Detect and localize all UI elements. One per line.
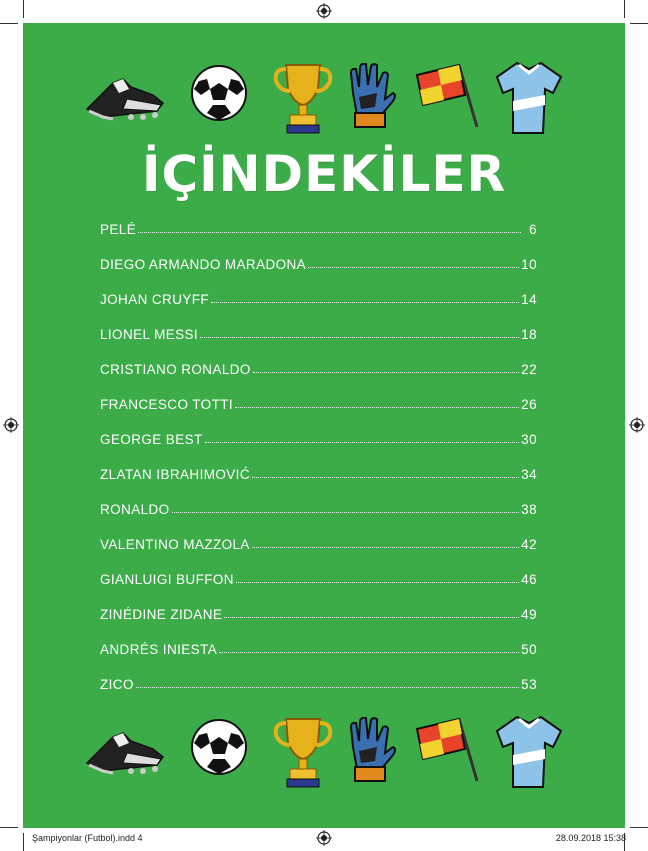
dot-leader	[172, 503, 520, 513]
toc-entry	[100, 642, 537, 677]
toc-entry	[100, 327, 537, 362]
football-boots-icon	[83, 719, 171, 781]
toc-entry-page: 49	[521, 607, 537, 622]
page-title: İÇİNDEKİLER	[141, 145, 507, 203]
dot-leader	[236, 573, 519, 583]
goalkeeper-glove-icon	[343, 717, 399, 783]
dot-leader	[211, 293, 519, 303]
toc-entry-page: 6	[529, 222, 537, 237]
toc-entry-name: DIEGO ARMANDO MARADONA	[100, 257, 307, 272]
toc-entry-name: GIANLUIGI BUFFON	[100, 572, 234, 587]
toc-entry	[100, 502, 537, 537]
toc-entry-name: GEORGE BEST	[100, 432, 203, 447]
footer-file-name: Şampiyonlar (Futbol).indd 4	[32, 833, 143, 843]
toc-entry-name: VALENTINO MAZZOLA	[100, 537, 250, 552]
toc-entry	[100, 222, 537, 257]
icon-row-bottom	[23, 713, 625, 791]
toc-entry-page: 14	[521, 292, 537, 307]
registration-mark-icon	[316, 830, 332, 846]
toc-entry-page: 53	[521, 677, 537, 692]
toc-entry-name: PELÉ	[100, 222, 137, 237]
soccer-ball-icon	[189, 63, 249, 123]
toc-entry-page: 50	[521, 642, 537, 657]
toc-entry-page: 38	[521, 502, 537, 517]
registration-mark-icon	[629, 417, 645, 433]
jersey-icon	[495, 59, 563, 137]
crop-mark	[0, 827, 18, 828]
registration-mark-icon	[3, 417, 19, 433]
dot-leader	[308, 258, 519, 268]
toc-entry	[100, 607, 537, 642]
toc-entry	[100, 677, 537, 712]
toc-entry-name: LIONEL MESSI	[100, 327, 199, 342]
book-page	[23, 23, 625, 828]
dot-leader	[224, 608, 519, 618]
dot-leader	[252, 468, 519, 478]
toc-entry-name: ANDRÉS INIESTA	[100, 642, 218, 657]
dot-leader	[138, 223, 521, 233]
toc-entry-page: 26	[521, 397, 537, 412]
crop-mark	[630, 827, 648, 828]
toc-entry-page: 30	[521, 432, 537, 447]
toc-entry-page: 10	[521, 257, 537, 272]
toc-entry	[100, 397, 537, 432]
toc-entry-name: JOHAN CRUYFF	[100, 292, 210, 307]
crop-mark	[0, 23, 18, 24]
crop-mark	[624, 0, 625, 18]
registration-mark-icon	[316, 3, 332, 19]
icon-row-top	[23, 59, 625, 137]
dot-leader	[235, 398, 519, 408]
toc-entry	[100, 292, 537, 327]
toc-entry-name: ZINÉDINE ZIDANE	[100, 607, 223, 622]
toc-entry-name: RONALDO	[100, 502, 170, 517]
toc-entry	[100, 257, 537, 292]
toc-entry	[100, 572, 537, 607]
corner-flag-icon	[415, 61, 483, 131]
dot-leader	[136, 678, 519, 688]
dot-leader	[200, 328, 519, 338]
toc-entry-name: FRANCESCO TOTTI	[100, 397, 234, 412]
footer-timestamp: 28.09.2018 15:38	[555, 833, 626, 843]
crop-mark	[630, 23, 648, 24]
toc-entry-page: 18	[521, 327, 537, 342]
toc-entry-name: ZLATAN IBRAHIMOVIĆ	[100, 467, 250, 482]
toc-entry	[100, 467, 537, 502]
corner-flag-icon	[415, 715, 483, 785]
goalkeeper-glove-icon	[343, 63, 399, 129]
crop-mark	[23, 0, 24, 18]
dot-leader	[252, 538, 519, 548]
crop-mark	[23, 833, 24, 851]
dot-leader	[219, 643, 519, 653]
toc-entry	[100, 362, 537, 397]
trophy-icon	[272, 59, 334, 135]
toc-entry-page: 42	[521, 537, 537, 552]
football-boots-icon	[83, 65, 171, 127]
toc-entry-page: 22	[521, 362, 537, 377]
dot-leader	[205, 433, 520, 443]
dot-leader	[253, 363, 519, 373]
table-of-contents	[100, 222, 537, 712]
toc-entry-page: 46	[521, 572, 537, 587]
soccer-ball-icon	[189, 717, 249, 777]
toc-entry	[100, 537, 537, 572]
toc-entry	[100, 432, 537, 467]
toc-entry-name: CRISTIANO RONALDO	[100, 362, 251, 377]
trophy-icon	[272, 713, 334, 789]
toc-entry-page: 34	[521, 467, 537, 482]
toc-entry-name: ZICO	[100, 677, 134, 692]
jersey-icon	[495, 713, 563, 791]
